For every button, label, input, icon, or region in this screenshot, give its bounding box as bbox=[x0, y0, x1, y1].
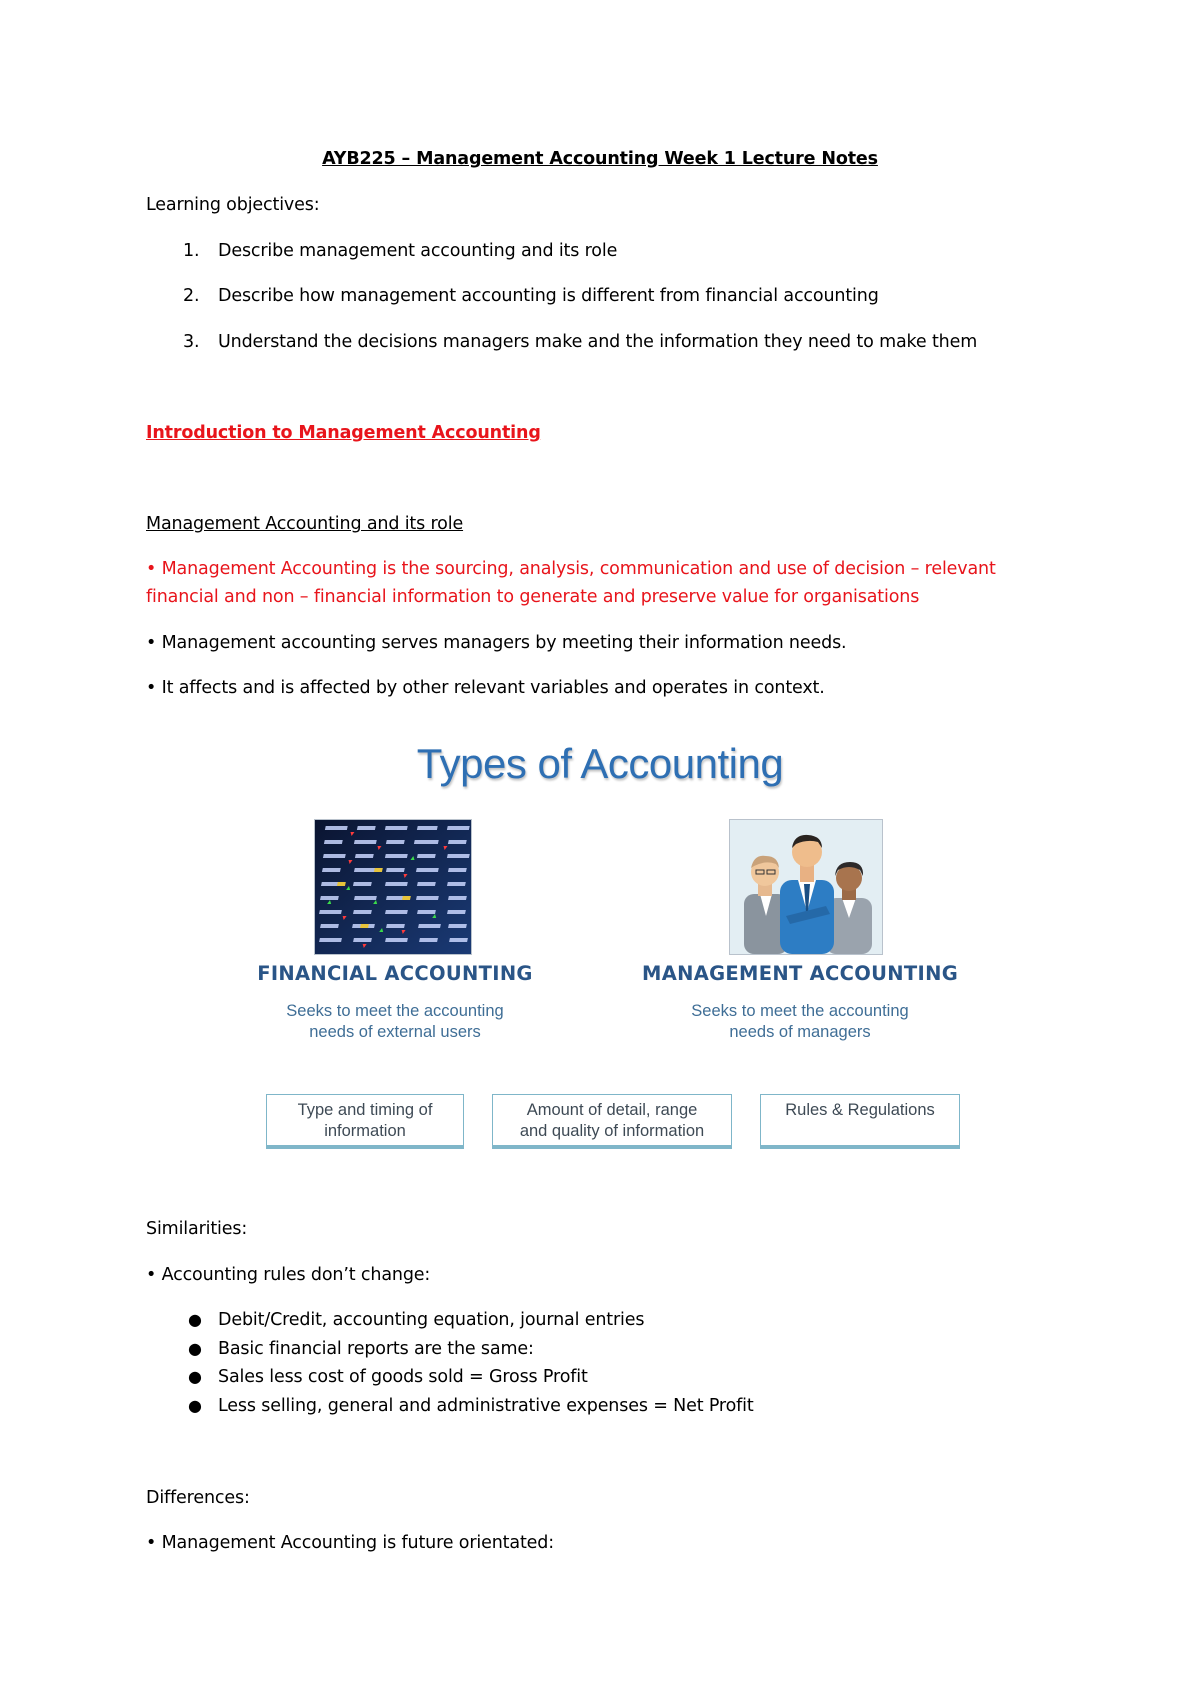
bullet-icon: ● bbox=[188, 1310, 202, 1329]
differences-label: Differences: bbox=[146, 1488, 250, 1508]
management-desc-line-2: needs of managers bbox=[729, 1023, 871, 1041]
bullet-icon: ● bbox=[188, 1339, 202, 1358]
document-title: AYB225 – Management Accounting Week 1 Lecture Notes bbox=[322, 149, 878, 169]
business-people-icon bbox=[730, 820, 882, 954]
list-item-text: Debit/Credit, accounting equation, journal entries bbox=[218, 1310, 645, 1330]
box-line-1: Rules & Regulations bbox=[785, 1101, 935, 1119]
objective-text: Describe management accounting and its role bbox=[218, 241, 618, 261]
differences-intro: • Management Accounting is future orientated: bbox=[146, 1533, 554, 1553]
financial-accounting-desc bbox=[235, 1001, 555, 1043]
point-1: • Management accounting serves managers by meeting their information needs. bbox=[146, 633, 847, 653]
management-accounting-heading: MANAGEMENT ACCOUNTING bbox=[642, 962, 958, 985]
list-item-text: Sales less cost of goods sold = Gross Profit bbox=[218, 1367, 588, 1387]
financial-desc-line-1: Seeks to meet the accounting bbox=[286, 1002, 504, 1020]
bullet-icon: ● bbox=[188, 1367, 202, 1386]
list-item-text: Basic financial reports are the same: bbox=[218, 1339, 534, 1359]
objective-number: 2. bbox=[183, 286, 200, 306]
similarities-label: Similarities: bbox=[146, 1219, 248, 1239]
infographic-title: Types of Accounting bbox=[416, 740, 784, 787]
detail-range-box bbox=[492, 1094, 732, 1146]
list-item-text: Less selling, general and administrative expenses = Net Profit bbox=[218, 1396, 754, 1416]
management-desc-line-1: Seeks to meet the accounting bbox=[691, 1002, 909, 1020]
box-line-1: Amount of detail, range bbox=[526, 1101, 698, 1119]
bullet-icon: ● bbox=[188, 1396, 202, 1415]
similarities-intro: • Accounting rules don’t change: bbox=[146, 1265, 431, 1285]
definition-line-1: • Management Accounting is the sourcing, analysis, communication and use of decision – relevant bbox=[146, 559, 996, 579]
objective-text: Understand the decisions managers make and the information they need to make them bbox=[218, 332, 978, 352]
box-line-2: information bbox=[324, 1122, 406, 1140]
objective-number: 3. bbox=[183, 332, 200, 352]
stock-ticker-icon bbox=[315, 820, 471, 954]
financial-accounting-heading: FINANCIAL ACCOUNTING bbox=[257, 962, 533, 985]
objective-number: 1. bbox=[183, 241, 200, 261]
box-line-2: and quality of information bbox=[519, 1122, 705, 1140]
rules-regulations-box bbox=[760, 1094, 960, 1146]
objectives-label: Learning objectives: bbox=[146, 195, 320, 215]
box-line-1: Type and timing of bbox=[297, 1101, 433, 1119]
objective-text: Describe how management accounting is different from financial accounting bbox=[218, 286, 879, 306]
management-accounting-desc bbox=[630, 1001, 970, 1043]
subheading: Management Accounting and its role bbox=[146, 514, 464, 534]
financial-desc-line-2: needs of external users bbox=[309, 1023, 481, 1041]
stock-ticker-image bbox=[314, 819, 472, 955]
definition-line-2: financial and non – financial information to generate and preserve value for organisations bbox=[146, 587, 920, 607]
section-heading: Introduction to Management Accounting bbox=[146, 423, 541, 443]
managers-image bbox=[729, 819, 883, 955]
point-2: • It affects and is affected by other relevant variables and operates in context. bbox=[146, 678, 825, 698]
type-timing-box bbox=[266, 1094, 464, 1146]
